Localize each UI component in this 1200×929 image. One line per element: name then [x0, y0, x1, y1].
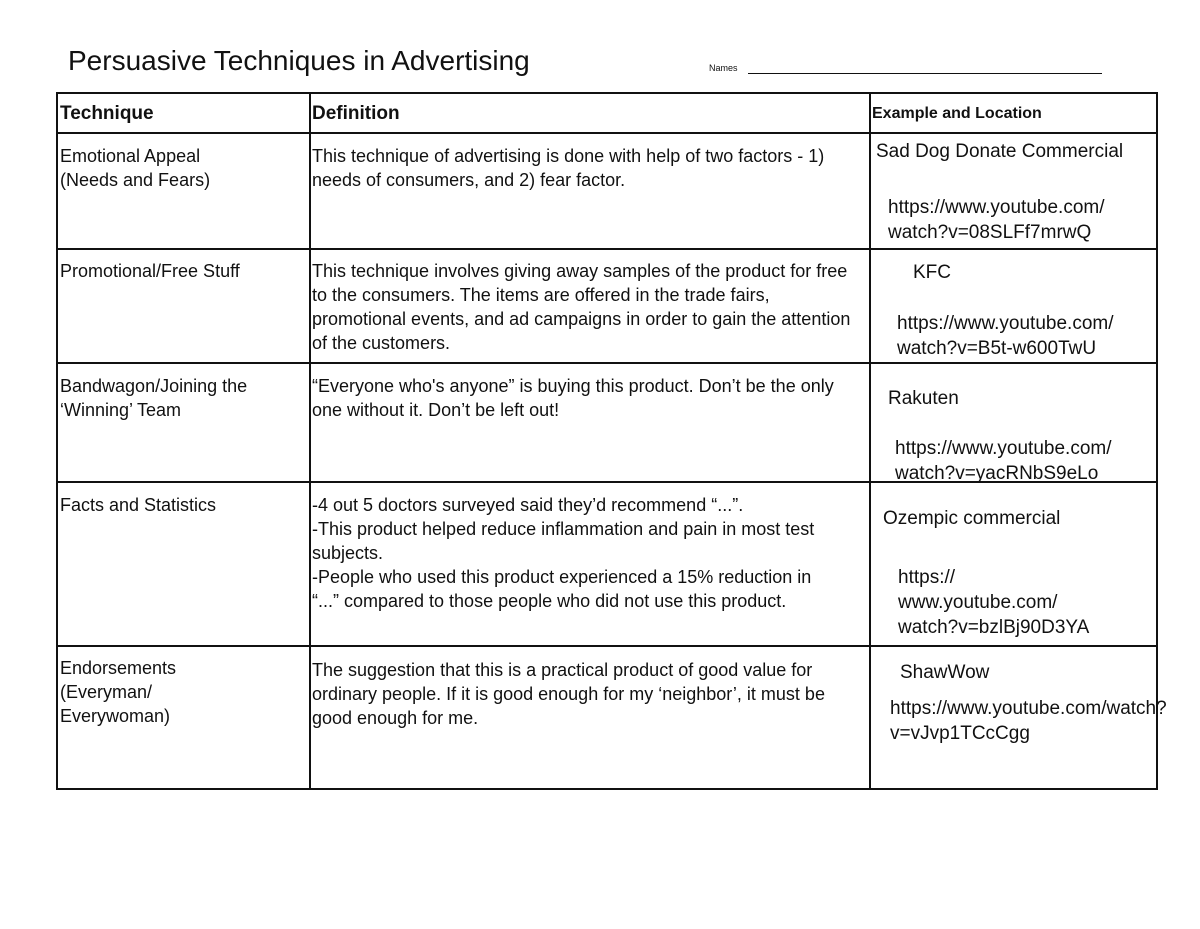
example-url[interactable]: https://www.youtube.com/ watch?v=yacRNbS9eLo	[895, 438, 1112, 484]
definition-item: -4 out 5 doctors surveyed said they’d recommend “...”.	[312, 495, 744, 515]
header-technique: Technique	[60, 103, 154, 124]
column-divider	[309, 94, 311, 788]
row-divider	[58, 362, 1156, 364]
definition-cell: “Everyone who's anyone” is buying this product. Don’t be the only one without it. Don’t be left out!	[312, 376, 834, 420]
example-url[interactable]: https://www.youtube.com/ watch?v=B5t-w600TwU	[897, 313, 1114, 359]
names-label: Names	[709, 63, 738, 73]
definition-cell: This technique involves giving away samples of the product for free to the consumers. The items are offered in the trade fairs, promotional events, and ad campaigns in order to gain the attention of the customers.	[312, 261, 851, 353]
technique-cell: Facts and Statistics	[60, 495, 217, 515]
header-definition: Definition	[312, 103, 400, 124]
definition-item: -This product helped reduce inflammation and pain in most test subjects.	[312, 519, 815, 563]
technique-cell: Endorsements (Everyman/ Everywoman)	[60, 658, 177, 726]
technique-cell: Bandwagon/Joining the ‘Winning’ Team	[60, 376, 248, 420]
example-url[interactable]: https://www.youtube.com/ watch?v=08SLFf7mrwQ	[888, 197, 1105, 243]
example-name: Sad Dog Donate Commercial	[876, 141, 1124, 162]
header-example: Example and Location	[872, 105, 1042, 122]
row-divider	[58, 645, 1156, 647]
column-divider	[869, 94, 871, 788]
row-divider	[58, 248, 1156, 250]
example-url[interactable]: https:// www.youtube.com/ watch?v=bzlBj90D3YA	[898, 567, 1090, 638]
definition-item: -People who used this product experienced a 15% reduction in “...” compared to those people who did not use this product.	[312, 567, 812, 611]
techniques-table	[56, 92, 1167, 790]
technique-cell: Emotional Appeal (Needs and Fears)	[60, 146, 211, 190]
page-title: Persuasive Techniques in Advertising	[68, 45, 530, 76]
example-name: KFC	[913, 262, 951, 283]
example-url[interactable]: https://www.youtube.com/watch? v=vJvp1TCcCgg	[890, 698, 1167, 744]
names-input-line[interactable]	[748, 73, 1102, 74]
example-name: Rakuten	[888, 388, 959, 409]
technique-cell: Promotional/Free Stuff	[60, 261, 240, 281]
example-name: Ozempic commercial	[883, 508, 1061, 529]
definition-cell	[312, 493, 842, 613]
row-divider	[58, 132, 1156, 134]
definition-cell: This technique of advertising is done with help of two factors - 1) needs of consumers, and 2) fear factor.	[312, 146, 825, 190]
example-name: ShawWow	[900, 662, 990, 683]
definition-cell: The suggestion that this is a practical product of good value for ordinary people. If it is good enough for my ‘neighbor’, it must be good enough for me.	[312, 660, 825, 728]
